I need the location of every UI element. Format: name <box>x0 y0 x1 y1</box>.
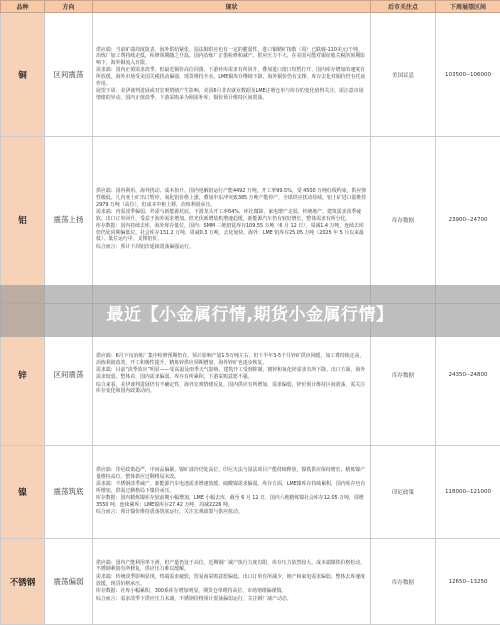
direction-label: 区间震荡 <box>51 70 87 80</box>
header-metal: 品种 <box>1 1 45 13</box>
range-cell: 12650--13250 <box>436 539 500 625</box>
table-row <box>1 137 500 304</box>
range-cell: 23900--24700 <box>436 137 500 304</box>
focus-cell: 库存数据 <box>371 137 436 304</box>
table-row <box>1 539 500 625</box>
status-paragraph: 综合来看，美伊谈判进展仍有不确定性，海外宏观情绪反复，国内供应有所增加，需求偏弱，锌价预计维持区间震荡，需关注库存变化和国内政策动向。 <box>96 382 367 395</box>
header-direction: 方向 <box>45 1 93 13</box>
status-paragraph: 展望下周：美伊谈判进展或对宏观情绪产生影响，美国6月非农就业数据及LME注册仓单与库存的变化值得关注，需注意市场情绪的异动。国内正值淡季，下游采购多为刚需补库，铜价预计维持区间震荡。 <box>96 88 367 101</box>
focus-cell: 印尼政策 <box>371 446 436 539</box>
direction-cell <box>45 13 93 137</box>
status-paragraph: 综合而言：预计镍价维持震荡筑底运行，关注宏观政策与供应扰动。 <box>96 509 367 516</box>
focus-cell: 库存数据 <box>371 539 436 625</box>
status-cell <box>93 539 371 625</box>
table-row <box>1 13 500 137</box>
status-paragraph: 库存数据：国内精炼镍库存较前期小幅增加，LME 小幅去库，截至 6 月 12 日，国内六地精炼镍社会库存12.05 万吨，周增3550 吨，连续累库；LME镍库存27.42 万吨，周减2226 吨。 <box>96 495 367 508</box>
table-header-row <box>1 1 500 13</box>
range-cell: 118000--121000 <box>436 446 500 539</box>
metal-name: 镍 <box>1 446 45 539</box>
focus-cell: 美国议息 <box>371 13 436 137</box>
status-paragraph: 供应端：印尼政策趋严，中间品偏紧，镍矿溢价仍处高位，印尼火法与湿法项目产能持续释放，镍铁供应保持增长，精炼镍产量维持高位，整体供应过剩格局未改。 <box>96 467 367 480</box>
header-status: 现状 <box>93 1 371 13</box>
status-paragraph: 需求端：传统淡季影响显现，终端需求疲软，贸易商采购意愿偏低，出口订单有所减少，地产和家电需求偏弱，整体去库速度放缓，现货价格承压。 <box>96 574 367 587</box>
direction-label: 震荡筑底 <box>51 487 87 497</box>
status-paragraph: 需求端：内需淡季偏弱，外需与新能源托底。下游龙头开工率64%，环比微降，家电增产走弱，传统地产、建筑需求淡季疲软。出口订单回升，受益于海外需求增加。但光伏新增装机增速趋缓，新能源汽车仍有较好增长，整体需求有所分化。 <box>96 209 367 222</box>
direction-label: 震荡偏弱 <box>51 577 87 587</box>
status-cell <box>93 13 371 137</box>
status-paragraph: 供应端：6月下旬冶炼厂集中检修预期仍在，预计影响产量1.5万吨左右，但下半年3-5个月锌矿供应回暖，加工费持续走高，冶炼利润改善，开工积极性提升，精炼锌供应预期增加，海外锌矿也逐步恢复。 <box>96 353 367 366</box>
table-row <box>1 446 500 539</box>
header-focus: 后市关注点 <box>371 1 436 13</box>
status-paragraph: 供应端：国内产能利用率下滑，但产量仍处于高位，近期钢厂减产执行力度有限，库存压力依然较大，成本端镍铁价格松动，不锈钢利润有所修复，供应压力难以缓解。 <box>96 560 367 573</box>
status-paragraph: 需求端：目前“淡季效应”明显——受高温及雨季天气影响，建筑开工受到抑制，镀锌和氧化锌需求有所下降。出口方面，海外需求较弱。整体看，国内需求偏弱，库存有所累积，下游采购意愿不强。 <box>96 367 367 380</box>
focus-cell: 库存数据 <box>371 304 436 446</box>
range-cell: 103500--106000 <box>436 13 500 137</box>
status-paragraph: 供应端：当前矿端周度报表，海外供给紧张，湿法铜供应也有一定的脆弱性，进口铜精矿指数（周）已跌破-110美元/千吨，冶炼厂加工费持续走低，检修预期随之升温。国内冶炼厂正借检修和减产、供应压力不大，在美国可能对铜征收关税的预期影响下，海外铜流入有限。 <box>96 47 367 67</box>
status-paragraph: 库存数据：国内持续去库，海外库存低位。国内：SMM 三地铝锭库存109.55 万吨（6 月 12 日），周减1.4 万吨，连续去库但仍处同期偏低位。社会库存131.2 万吨，周减0.3 万吨，去化加快。海外：LME 铝库存25.05 万吨（2025 年 5 月以来最低），低位运行中，支撑铝价。 <box>96 223 367 243</box>
direction-cell <box>45 446 93 539</box>
status-paragraph: 库存数据：社库小幅累积，300系库存增加明显，期货仓单维持高位，市场情绪偏谨慎。 <box>96 588 367 595</box>
range-cell: 24350--24800 <box>436 304 500 446</box>
direction-cell <box>45 539 93 625</box>
status-paragraph: 综合而言：预计下周铝价延续震荡偏强运行。 <box>96 244 367 251</box>
status-cell <box>93 446 371 539</box>
status-paragraph: 需求端：不锈钢淡季减产，新能源汽车电池需求增速放缓，硫酸镍需求偏弱。库存方面，LME镍库存持续累积，国内库存也有所增加，供需过剩格局下镍价承压。 <box>96 481 367 494</box>
status-paragraph: 综合而言：需求淡季下供应压力未减，不锈钢价格预计震荡偏弱运行，关注钢厂减产动态。 <box>96 596 367 603</box>
status-paragraph: 需求端：国内正值需求淡季，但最近铜价高位回落，下游补库需求有所回升，叠加进口窗口短暂打开，国内库存增加的速度有所放缓。海外市场受美国关税扰动偏强，现货维持升水。LME铜库存继续下降，海外铜价仍有支撑，库存去化对铜价仍有托底作用。 <box>96 67 367 87</box>
status-paragraph: 供应端：国内利用、海外扰动、成本抬升。国内电解铝运行产能4492 万吨，开工率99.5%，受 4500 万吨红线约束，供应弹性极低。几内亚土矿出口暂停，氧化铝价格上涨，叠加中东冲突致385 万吨产能停产，全球供应扰动持续。铝土矿进口量维持2979 万吨（高位），但成本中枢上移，冶炼利润承压。 <box>96 188 367 208</box>
metal-name: 不锈钢 <box>1 539 45 625</box>
header-range: 下周展望区间 <box>436 1 500 13</box>
metal-name: 铝 <box>1 137 45 304</box>
metal-name: 锌 <box>1 304 45 446</box>
metal-name: 铜 <box>1 13 45 137</box>
banner-title: 最近【小金属行情,期货小金属行情】 <box>0 300 500 325</box>
direction-label: 震荡上扬 <box>51 215 87 225</box>
direction-label: 区间震荡 <box>51 370 87 380</box>
direction-cell <box>45 137 93 304</box>
status-cell <box>93 137 371 304</box>
